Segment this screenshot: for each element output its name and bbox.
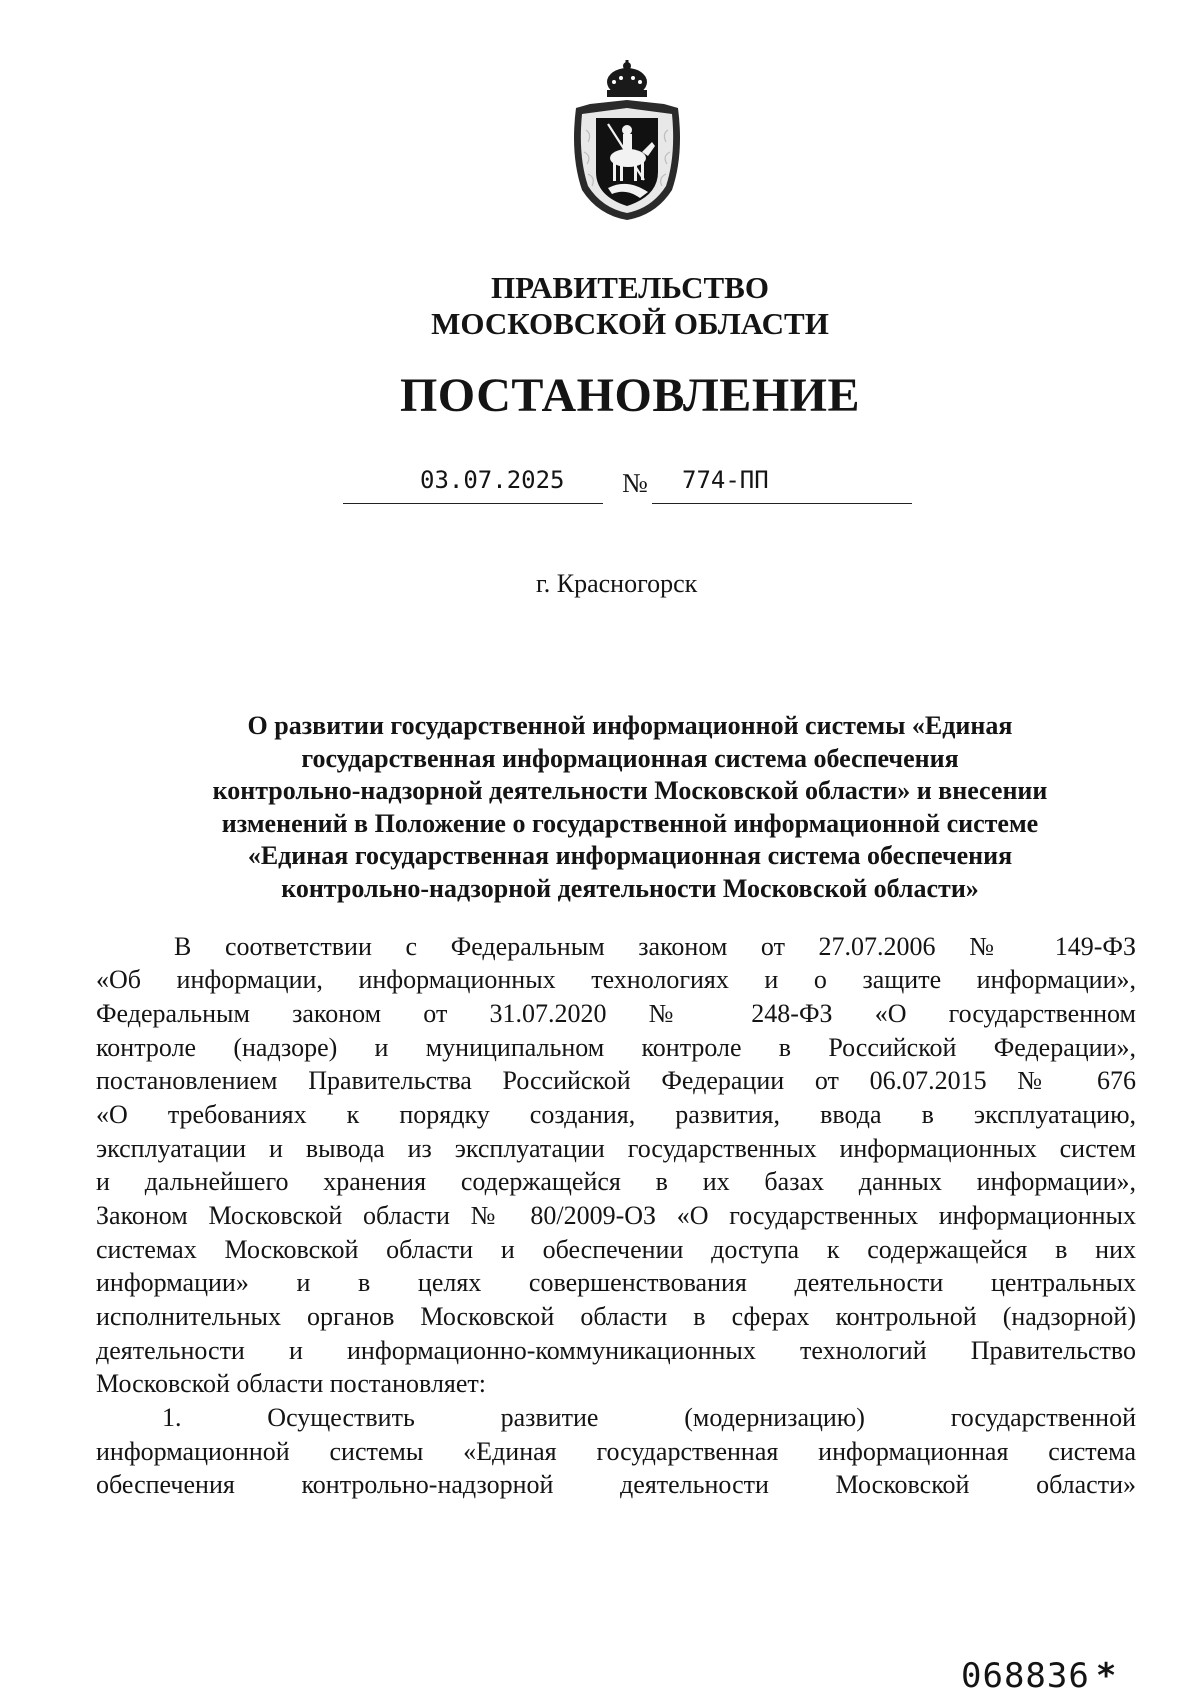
body-line: и дальнейшего хранения содержащейся в их базах данных информации»,: [96, 1167, 1136, 1196]
body-line: эксплуатации и вывода из эксплуатации государственных информационных систем: [96, 1134, 1136, 1163]
city-of-issue: г. Красногорск: [536, 569, 698, 598]
body-line: информации» и в целях совершенствования деятельности центральных: [96, 1268, 1136, 1297]
government-name-line-1: ПРАВИТЕЛЬСТВО: [491, 270, 769, 305]
document-date: 03.07.2025: [420, 466, 565, 494]
title-line: государственная информационная система обеспечения: [301, 743, 959, 773]
asterisk-icon: *: [1095, 1656, 1118, 1696]
number-sign: №: [622, 468, 648, 498]
body-line: информационной системы «Единая государственная информационная система: [96, 1437, 1136, 1466]
title-line: О развитии государственной информационной системы «Единая: [247, 711, 1013, 740]
body-line: «Об информации, информационных технологиях и о защите информации»,: [96, 965, 1136, 994]
title-line: «Единая государственная информационная система обеспечения: [247, 841, 1013, 870]
document-serial-stamp: [961, 1656, 1117, 1696]
body-line: исполнительных органов Московской области в сферах контрольной (надзорной): [96, 1302, 1136, 1331]
document-number: 774-ПП: [682, 466, 769, 494]
document-title: [150, 710, 1110, 905]
document-type-heading: ПОСТАНОВЛЕНИЕ: [399, 369, 861, 422]
body-line: системах Московской области и обеспечении доступа к содержащейся в них: [96, 1235, 1136, 1264]
body-line: 1. Осуществить развитие (модернизацию) государственной: [162, 1403, 1136, 1432]
serial-code: 068836: [961, 1656, 1090, 1696]
body-line: постановлением Правительства Российской Федерации от 06.07.2015 № 676: [96, 1066, 1136, 1095]
government-name-line-2: МОСКОВСКОЙ ОБЛАСТИ: [431, 306, 829, 341]
body-line: обеспечения контрольно-надзорной деятельности Московской области»: [96, 1470, 1136, 1499]
body-line: контроле (надзоре) и муниципальном контроле в Российской Федерации»,: [96, 1033, 1136, 1062]
title-line: контрольно-надзорной деятельности Московской области»: [281, 873, 979, 903]
title-line: изменений в Положение о государственной информационной системе: [221, 808, 1039, 838]
body-line: деятельности и информационно-коммуникационных технологий Правительство: [96, 1336, 1136, 1365]
body-line: Федеральным законом от 31.07.2020 № 248-ФЗ «О государственном: [96, 999, 1136, 1028]
body-line: Законом Московской области № 80/2009-ОЗ «О государственных информационных: [96, 1201, 1136, 1230]
body-line: Московской области постановляет:: [96, 1369, 486, 1398]
title-line: контрольно-надзорной деятельности Московской области» и внесении: [212, 776, 1048, 805]
coat-of-arms-emblem: [568, 60, 686, 222]
body-line: В соответствии с Федеральным законом от 27.07.2006 № 149-ФЗ: [174, 932, 1136, 961]
body-line: «О требованиях к порядку создания, развития, ввода в эксплуатацию,: [96, 1100, 1136, 1129]
